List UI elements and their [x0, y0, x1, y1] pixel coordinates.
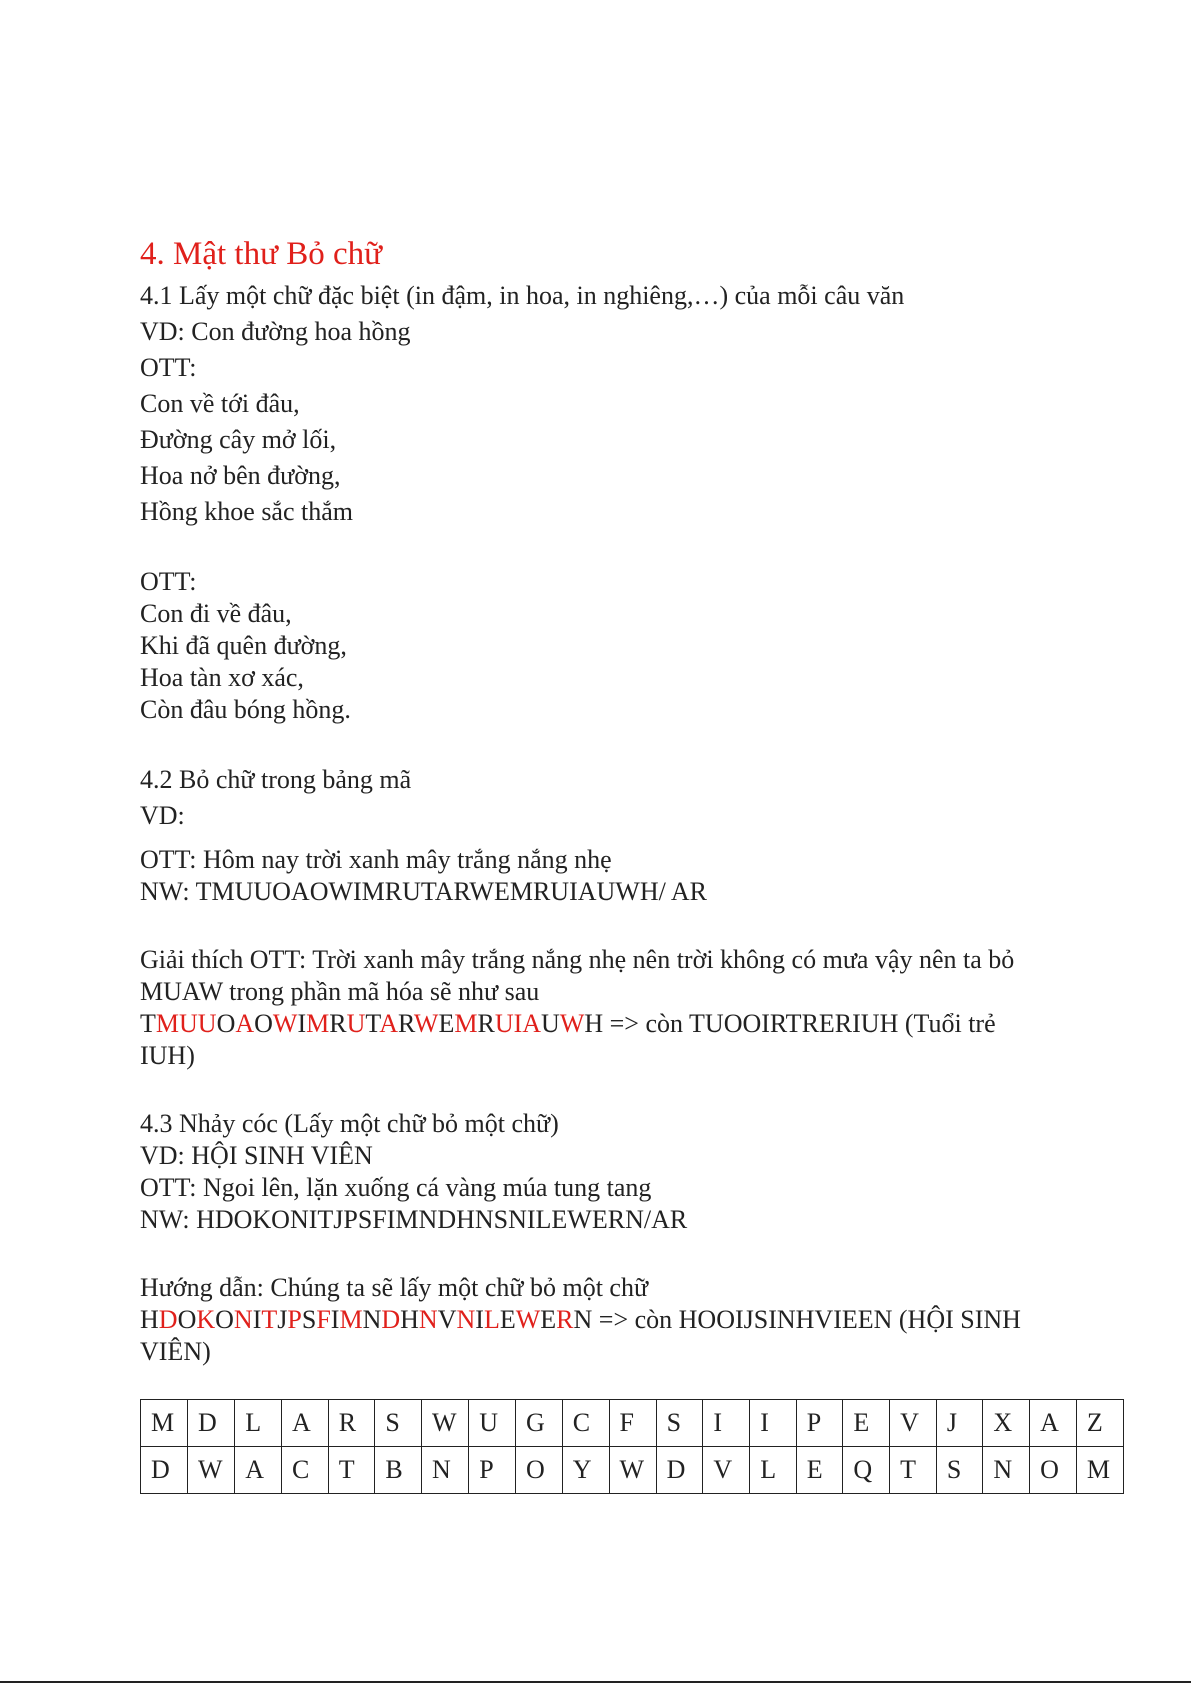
code-table-cell: T — [890, 1447, 937, 1494]
coded-letter: U — [346, 1009, 366, 1038]
coded-letter: M — [306, 1009, 330, 1038]
poem1-line: Hoa nở bên đường, — [140, 461, 341, 490]
code-table-cell: A — [1030, 1400, 1077, 1447]
coded-letter: U — [197, 1009, 217, 1038]
code-table-cell: X — [983, 1400, 1030, 1447]
poem1-line: Con về tới đâu, — [140, 389, 300, 418]
coded-letter: R — [556, 1305, 574, 1334]
code-table-row — [141, 1447, 1124, 1494]
code-table-cell: M — [141, 1400, 188, 1447]
code-table-cell: C — [281, 1447, 328, 1494]
code-table-cell: Z — [1076, 1400, 1123, 1447]
coded-letter: W — [272, 1009, 298, 1038]
code-table-cell: D — [656, 1447, 703, 1494]
s43-guide: Hướng dẫn: Chúng ta sẽ lấy một chữ bỏ một chữ — [140, 1273, 649, 1302]
code-table-cell: P — [469, 1447, 516, 1494]
coded-letter: H — [400, 1305, 419, 1334]
coded-letter: H — [140, 1305, 159, 1334]
code-table — [140, 1399, 1124, 1494]
s42-example: VD: — [140, 801, 185, 830]
s42-ott: OTT: Hôm nay trời xanh mây trắng nắng nhẹ — [140, 845, 612, 874]
coded-letter: N — [456, 1305, 476, 1334]
coded-letter: U — [494, 1009, 514, 1038]
coded-letter: O — [177, 1305, 197, 1334]
code-table-cell: L — [235, 1400, 282, 1447]
code-table-cell: W — [609, 1447, 656, 1494]
coded-letter: N — [233, 1305, 253, 1334]
footer-divider — [0, 1681, 1191, 1683]
code-table-cell: F — [609, 1400, 656, 1447]
coded-letter: O — [254, 1009, 273, 1038]
coded-letter: N — [362, 1305, 382, 1334]
s43-nw: NW: HDOKONITJPSFIMNDHNSNILEWERN/AR — [140, 1205, 688, 1234]
s42-nw: NW: TMUUOAOWIMRUTARWEMRUIAUWH/ AR — [140, 877, 707, 906]
coded-letter: T — [261, 1305, 278, 1334]
code-table-cell: V — [890, 1400, 937, 1447]
code-table-row — [141, 1400, 1124, 1447]
coded-letter: I — [252, 1305, 262, 1334]
s43-heading: 4.3 Nhảy cóc (Lấy một chữ bỏ một chữ) — [140, 1109, 559, 1138]
code-table-cell: A — [235, 1447, 282, 1494]
code-table-cell: T — [328, 1447, 375, 1494]
coded-letter: F — [316, 1305, 331, 1334]
coded-letter: M — [454, 1009, 478, 1038]
coded-letter: T — [140, 1009, 156, 1038]
coded-letter: W — [413, 1009, 439, 1038]
code-table-cell: D — [141, 1447, 188, 1494]
code-table-cell: W — [422, 1400, 469, 1447]
s41-example: VD: Con đường hoa hồng — [140, 317, 411, 346]
coded-letter: E — [499, 1305, 516, 1334]
coded-letter: S — [301, 1305, 317, 1334]
coded-letter: V — [437, 1305, 457, 1334]
coded-letter: L — [483, 1305, 500, 1334]
s42-result: => còn TUOOIRTRERIUH (Tuổi trẻ IUH) — [140, 1009, 996, 1070]
s43-coded-string — [140, 1305, 592, 1334]
coded-letter: D — [158, 1305, 178, 1334]
s43-result: => còn HOOIJSINHVIEEN (HỘI SINH VIÊN) — [140, 1305, 1021, 1366]
code-table-cell: N — [983, 1447, 1030, 1494]
coded-letter: N — [573, 1305, 593, 1334]
section-title: 4. Mật thư Bỏ chữ — [140, 236, 383, 272]
poem2-line: Con đi về đâu, — [140, 599, 292, 628]
coded-letter: A — [235, 1009, 255, 1038]
coded-letter: T — [365, 1009, 380, 1038]
code-table-cell: E — [796, 1447, 843, 1494]
coded-letter: E — [540, 1305, 557, 1334]
code-table-cell: I — [750, 1400, 797, 1447]
coded-letter: J — [277, 1305, 288, 1334]
coded-letter: I — [475, 1305, 484, 1334]
coded-letter: I — [297, 1009, 307, 1038]
code-table-cell: G — [515, 1400, 562, 1447]
code-table-cell: L — [750, 1447, 797, 1494]
code-table-cell: I — [703, 1400, 750, 1447]
code-table-cell: C — [562, 1400, 609, 1447]
code-table-cell: W — [188, 1447, 235, 1494]
code-table-cell: V — [703, 1447, 750, 1494]
coded-letter: U — [541, 1009, 560, 1038]
s41-heading: 4.1 Lấy một chữ đặc biệt (in đậm, in hoa, in nghiêng,…) của mỗi câu văn — [140, 281, 905, 310]
s43-decoded-line — [140, 1304, 1040, 1368]
code-table-cell: N — [422, 1447, 469, 1494]
coded-letter: A — [379, 1009, 398, 1038]
s42-decoded-line — [140, 1008, 1040, 1072]
coded-letter: IA — [513, 1009, 542, 1038]
coded-letter: P — [287, 1305, 302, 1334]
coded-letter: W — [559, 1009, 585, 1038]
coded-letter: MU — [155, 1009, 198, 1038]
coded-letter: H — [584, 1009, 604, 1038]
coded-letter: N — [418, 1305, 438, 1334]
coded-letter: R — [397, 1009, 414, 1038]
s42-explanation: Giải thích OTT: Trời xanh mây trắng nắng nhẹ nên trời không có mưa vậy nên ta bỏ MUAW trong phần mã hóa sẽ như sau — [140, 945, 1015, 1006]
code-table-cell: S — [936, 1447, 982, 1494]
s43-example: VD: HỘI SINH VIÊN — [140, 1141, 373, 1170]
coded-letter: R — [477, 1009, 495, 1038]
s41-ott-label: OTT: — [140, 353, 197, 382]
s43-ott: OTT: Ngoi lên, lặn xuống cá vàng múa tung tang — [140, 1173, 652, 1202]
code-table-cell: B — [375, 1447, 422, 1494]
s42-heading: 4.2 Bỏ chữ trong bảng mã — [140, 765, 412, 794]
document-content — [140, 232, 1040, 1368]
code-table-cell: Q — [843, 1447, 890, 1494]
coded-letter: O — [215, 1305, 234, 1334]
poem2-line: Khi đã quên đường, — [140, 631, 347, 660]
coded-letter: M — [339, 1305, 363, 1334]
poem2-line: Còn đâu bóng hồng. — [140, 695, 351, 724]
code-table-cell: J — [936, 1400, 982, 1447]
code-table-cell: Y — [562, 1447, 609, 1494]
coded-letter: I — [330, 1305, 340, 1334]
code-table-cell: A — [281, 1400, 328, 1447]
coded-letter: D — [381, 1305, 401, 1334]
code-table-cell: O — [1030, 1447, 1077, 1494]
coded-letter: K — [196, 1305, 216, 1334]
coded-letter: O — [216, 1009, 236, 1038]
code-table-cell: S — [656, 1400, 703, 1447]
code-table-cell: E — [843, 1400, 890, 1447]
code-table-cell: D — [188, 1400, 235, 1447]
s41-ott-label-2: OTT: — [140, 567, 197, 596]
coded-letter: W — [515, 1305, 541, 1334]
code-table-cell: U — [469, 1400, 516, 1447]
code-table-cell: S — [375, 1400, 422, 1447]
code-table-cell: O — [515, 1447, 562, 1494]
code-table-cell: R — [328, 1400, 375, 1447]
poem2-line: Hoa tàn xơ xác, — [140, 663, 304, 692]
s42-coded-string — [140, 1009, 603, 1038]
code-table-cell: P — [796, 1400, 843, 1447]
poem1-line: Đường cây mở lối, — [140, 425, 337, 454]
coded-letter: E — [438, 1009, 455, 1038]
poem1-line: Hồng khoe sắc thắm — [140, 497, 354, 526]
coded-letter: R — [329, 1009, 347, 1038]
code-table-cell: M — [1076, 1447, 1123, 1494]
